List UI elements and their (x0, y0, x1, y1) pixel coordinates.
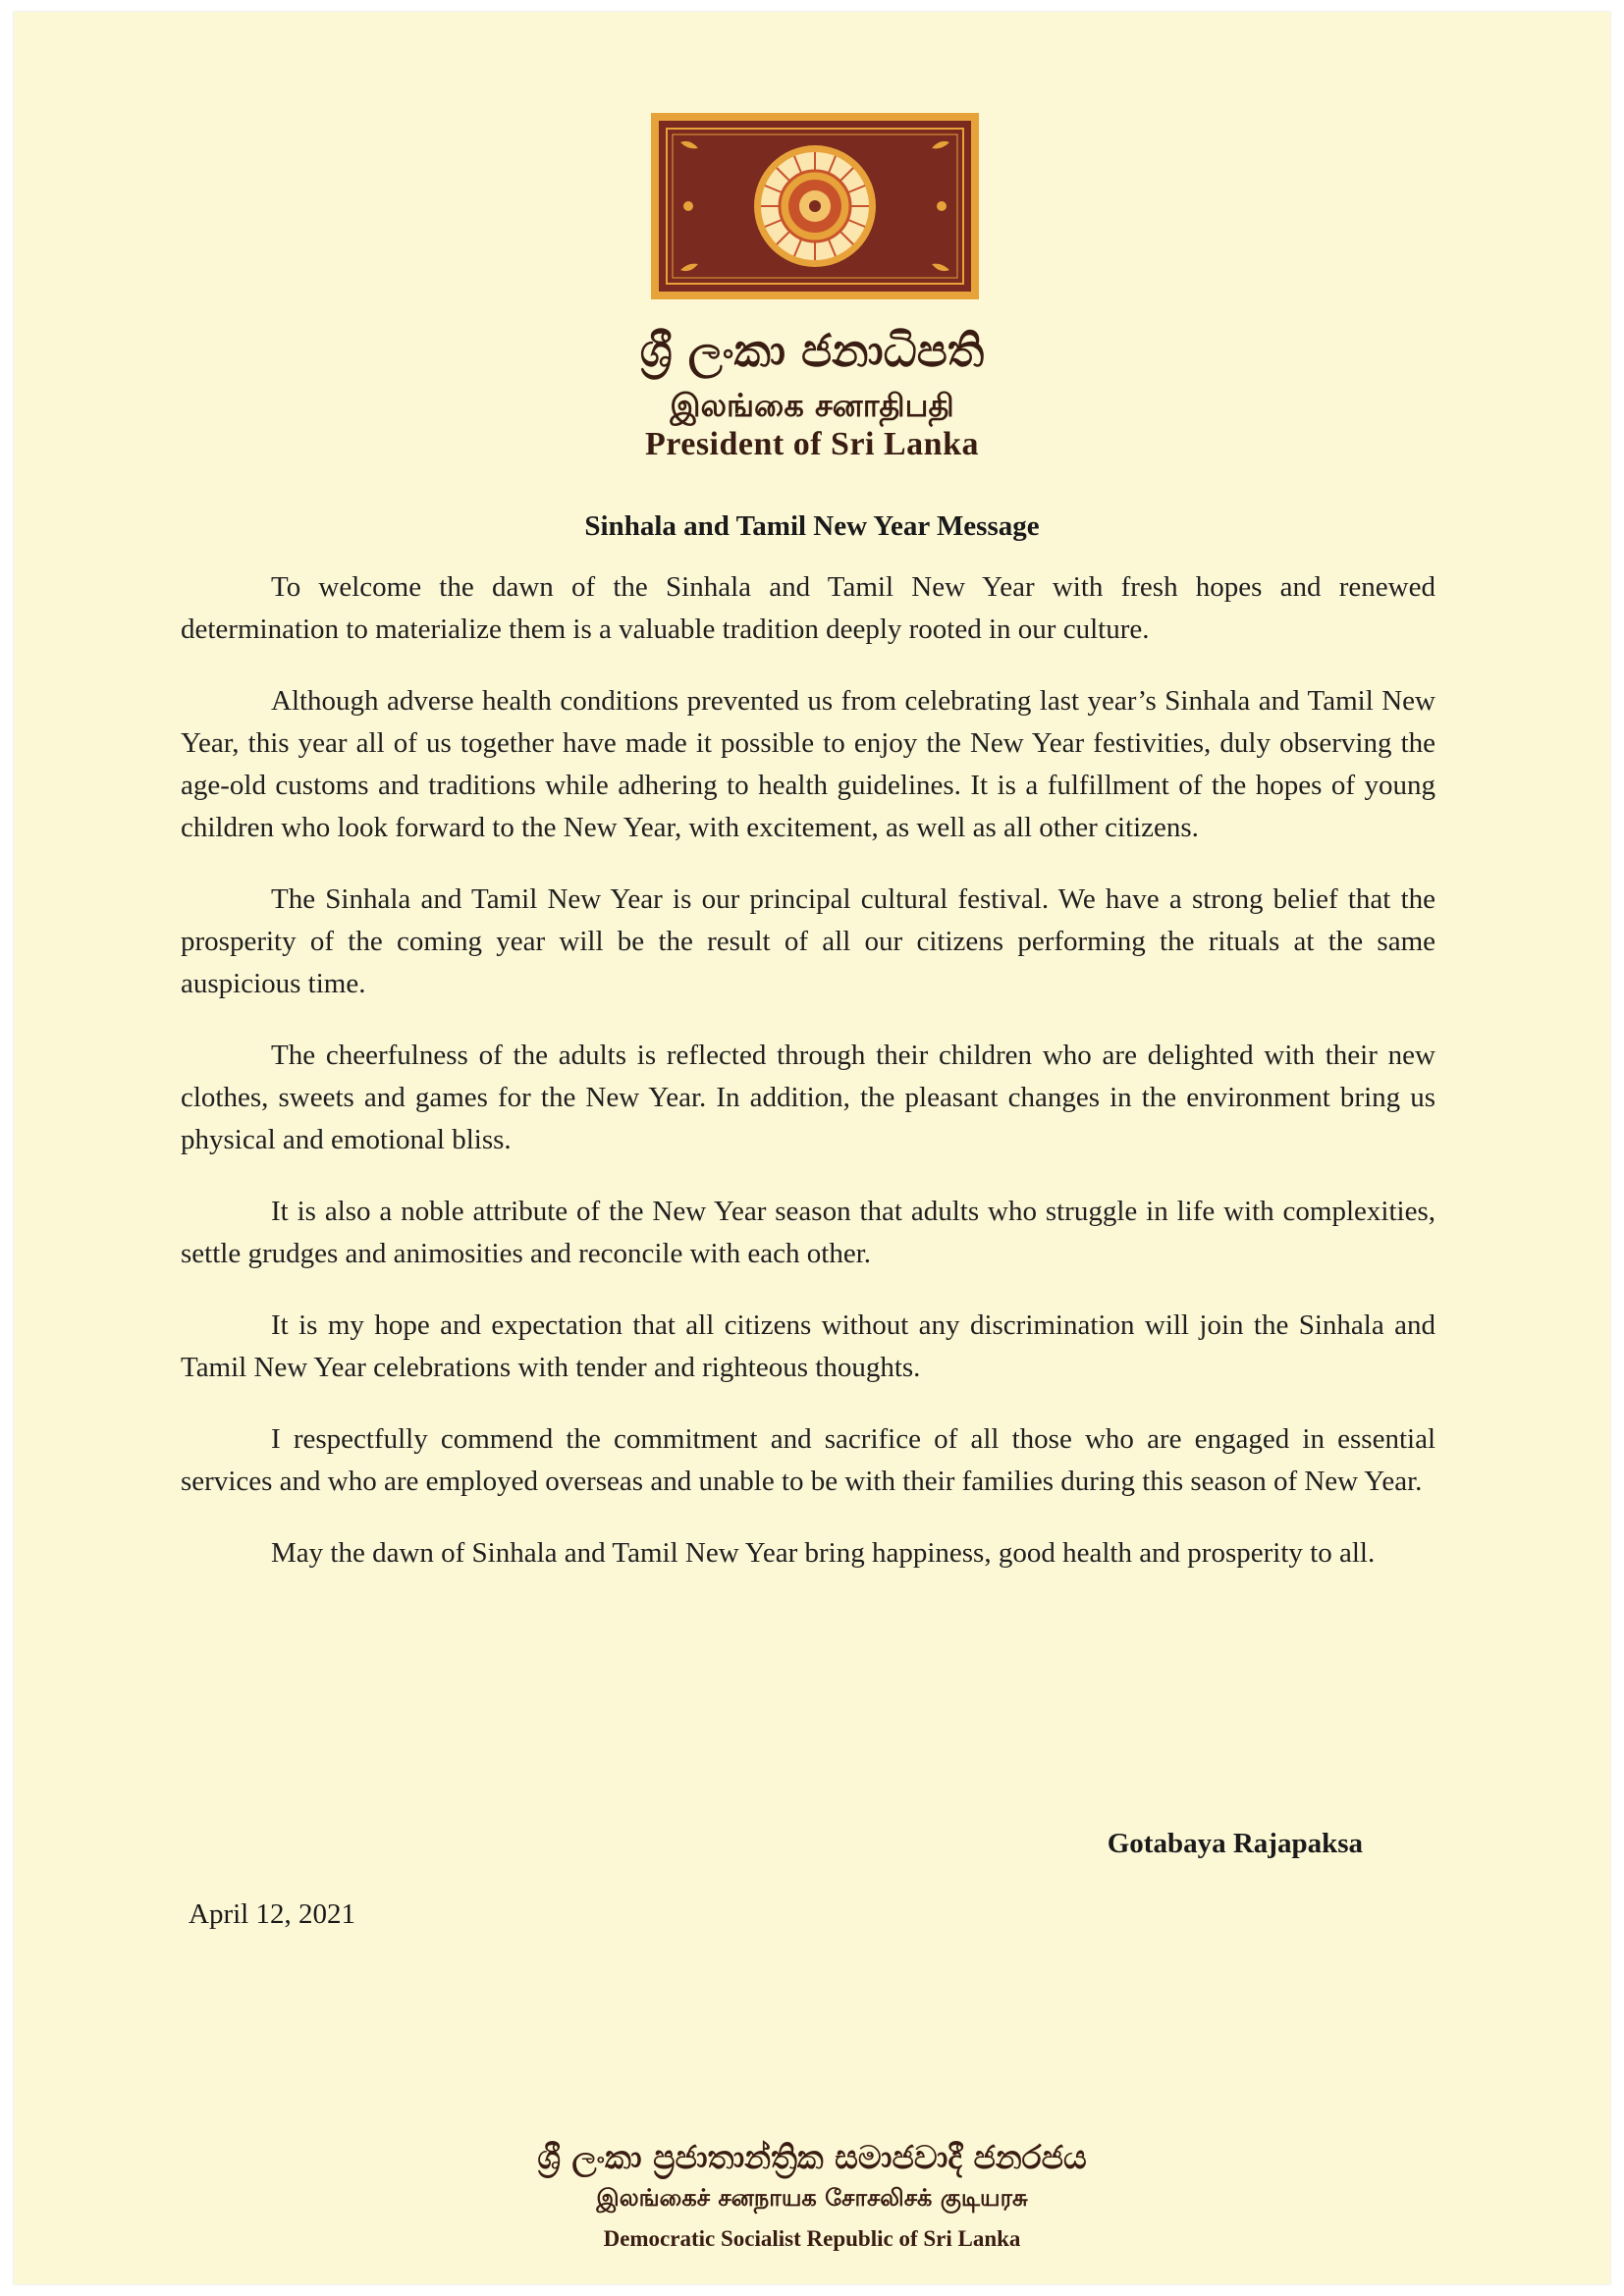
paragraph: To welcome the dawn of the Sinhala and Tamil New Year with fresh hopes and renewed determination to materialize them is a valuable tradition deeply rooted in our culture. (181, 571, 1435, 645)
message-body (181, 566, 1435, 1604)
letter-page (14, 12, 1610, 2284)
paragraph: May the dawn of Sinhala and Tamil New Year bring happiness, good health and prosperity to all. (271, 1537, 1376, 1569)
letterhead-english: President of Sri Lanka (644, 426, 979, 462)
signature-name: Gotabaya Rajapaksa (1107, 1828, 1363, 1859)
footer-sinhala: ශ්‍රී ලංකා ප්‍රජාතාන්ත්‍රික සමාජවාදී ජනරජය (537, 2138, 1087, 2176)
paragraph: I respectfully commend the commitment and sacrifice of all those who are engaged in essential services and who are employed overseas and unable to be with their families during this season of New Year. (181, 1423, 1435, 1497)
presidential-emblem-icon (651, 113, 979, 299)
letter-date: April 12, 2021 (189, 1898, 355, 1930)
footer-tamil: இலங்கைச் சனநாயக சோசலிசக் குடியரசு (596, 2184, 1028, 2212)
paragraph: The cheerfulness of the adults is reflected through their children who are delighted with their new clothes, sweets and games for the New Year. In addition, the pleasant changes in the environment bring us physical and emotional bliss. (181, 1040, 1435, 1155)
letterhead-sinhala: ශ්‍රී ලංකා ජනාධිපති (639, 324, 985, 377)
message-title: Sinhala and Tamil New Year Message (584, 510, 1040, 542)
paragraph: The Sinhala and Tamil New Year is our principal cultural festival. We have a strong belief that the prosperity of the coming year will be the result of all our citizens performing the rituals at the same auspicious time. (181, 883, 1435, 999)
footer-english: Democratic Socialist Republic of Sri Lanka (603, 2226, 1021, 2251)
paragraph: It is my hope and expectation that all citizens without any discrimination will join the Sinhala and Tamil New Year celebrations with tender and righteous thoughts. (181, 1309, 1435, 1383)
paragraph: It is also a noble attribute of the New Year season that adults who struggle in life with complexities, settle grudges and animosities and reconcile with each other. (181, 1196, 1435, 1269)
letterhead-tamil: இலங்கை சனாதிபதி (670, 387, 954, 424)
paragraph: Although adverse health conditions prevented us from celebrating last year’s Sinhala and Tamil New Year, this year all of us together have made it possible to enjoy the New Year festivities, duly observing the age-old customs and traditions while adhering to health guidelines. It is a fulfillment of the hopes of young children who look forward to the New Year, with excitement, as well as all other citizens. (181, 685, 1435, 843)
